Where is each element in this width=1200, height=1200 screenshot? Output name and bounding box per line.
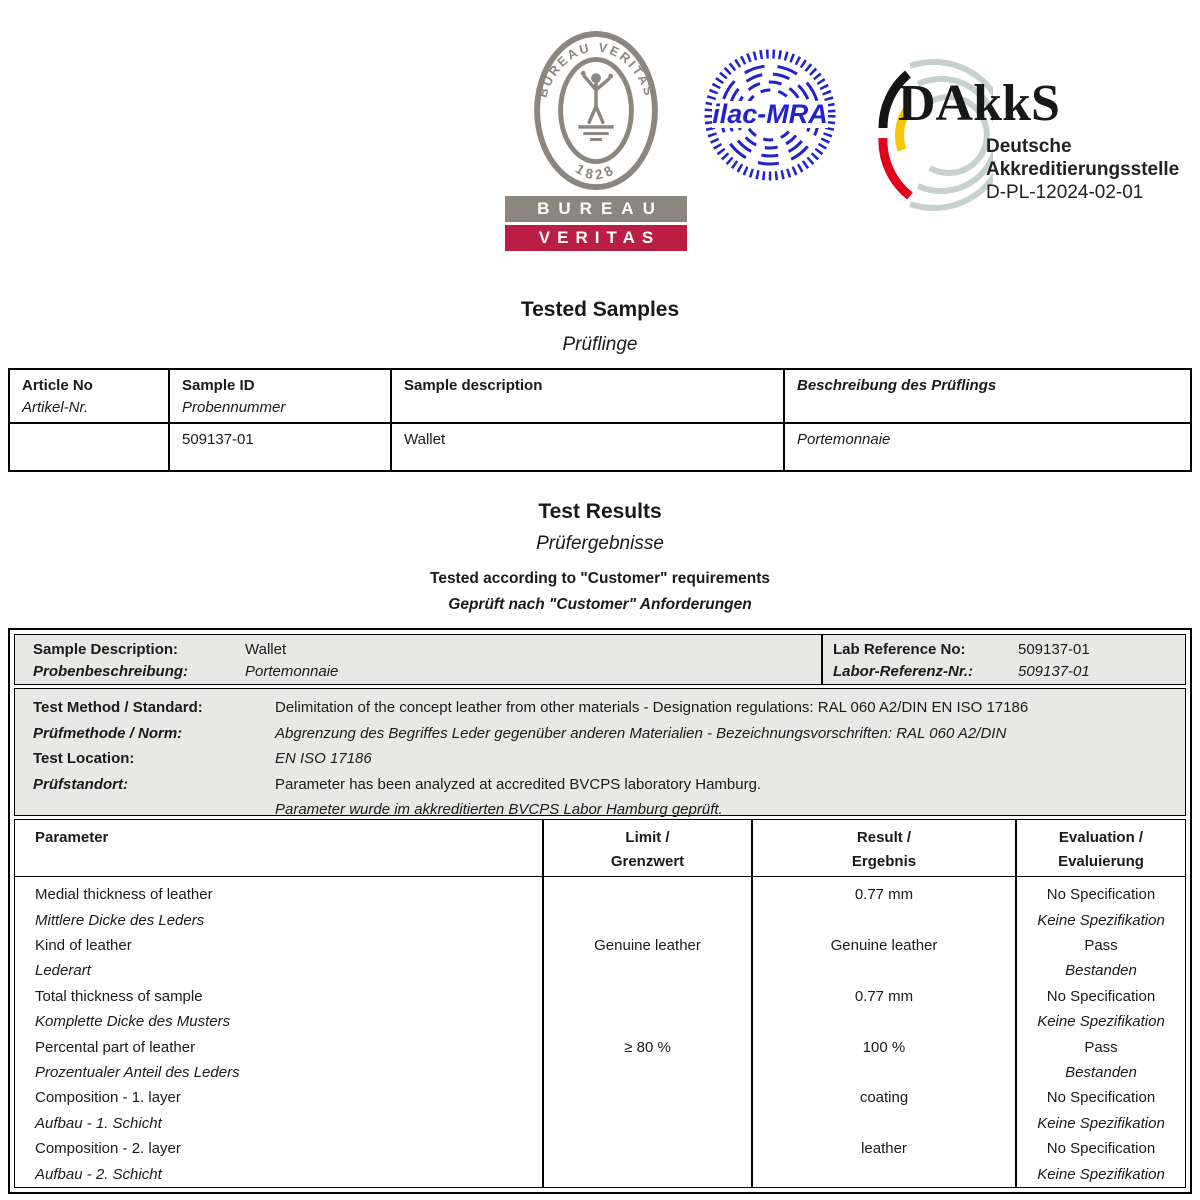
tested-samples-data-row — [10, 422, 1190, 470]
param-en-1: Kind of leather — [35, 937, 132, 955]
dakks-line2: Akkreditierungsstelle — [986, 159, 1180, 180]
ilac-mra-seal-icon — [703, 48, 837, 182]
test-method-value-en: Delimitation of the concept leather from other materials - Designation regulations: RAL 060 A2/DIN EN ISO 17186 — [275, 699, 1029, 717]
evaluation-de-1: Bestanden — [1065, 962, 1137, 980]
param-de-1: Lederart — [35, 962, 91, 980]
limit-spacer-3 — [544, 1060, 751, 1085]
col-sample-id-de: Probennummer — [182, 399, 286, 416]
evaluation-en-5: No Specification — [1046, 1140, 1156, 1158]
sample-description-label-en: Sample Description: — [33, 641, 179, 658]
tested-samples-title: Tested Samples — [520, 298, 680, 321]
col-article-no-en: Article No — [22, 377, 93, 394]
header-limit-de: Grenzwert — [610, 853, 685, 871]
evaluation-en-2: No Specification — [1046, 987, 1156, 1005]
result-spacer-4 — [753, 1111, 1015, 1136]
limit-spacer-4 — [544, 1111, 751, 1136]
test-method-section — [14, 688, 1186, 819]
param-en-3: Percental part of leather — [35, 1038, 196, 1056]
veritas-bar: VERITAS — [505, 225, 687, 251]
result-value-3: 100 % — [862, 1038, 906, 1056]
dakks-line1: Deutsche — [986, 136, 1072, 157]
limit-column-lines — [542, 877, 751, 1187]
evaluation-en-4: No Specification — [1046, 1089, 1156, 1107]
lab-reference-label-en: Lab Reference No: — [833, 641, 966, 658]
header-result-en: Result / — [856, 829, 912, 847]
lab-reference-block — [821, 635, 1185, 684]
lab-reference-label-de: Labor-Referenz-Nr.: — [833, 663, 974, 680]
test-location-label-en: Test Location: — [33, 750, 135, 768]
bureau-bar: BUREAU — [505, 196, 687, 222]
sample-info-section — [14, 634, 1186, 685]
evaluation-de-0: Keine Spezifikation — [1037, 911, 1165, 929]
result-spacer-1 — [753, 958, 1015, 983]
result-value-4: coating — [859, 1089, 909, 1107]
limit-spacer-1 — [544, 958, 751, 983]
limit-value-5 — [544, 1136, 751, 1161]
result-column-lines — [751, 877, 1015, 1187]
limit-value-0 — [544, 882, 751, 907]
test-location-value-de: Parameter wurde im akkreditierten BVCPS Labor Hamburg geprüft. — [275, 801, 723, 819]
test-results-subtitle: Prüfergebnisse — [536, 533, 664, 554]
test-method-label-de: Prüfmethode / Norm: — [33, 724, 183, 742]
tested-samples-table — [8, 368, 1192, 472]
test-results-box — [8, 628, 1192, 1194]
limit-value-1: Genuine leather — [594, 937, 701, 955]
parameter-table-body — [15, 877, 1185, 1187]
col-sample-id-en: Sample ID — [182, 377, 255, 394]
result-value-5: leather — [861, 1140, 907, 1158]
tested-samples-subtitle: Prüflinge — [562, 334, 638, 355]
test-method-value-de-2: EN ISO 17186 — [275, 750, 372, 768]
evaluation-en-3: Pass — [1084, 1038, 1118, 1056]
evaluation-de-2: Keine Spezifikation — [1037, 1013, 1165, 1031]
param-de-2: Komplette Dicke des Musters — [35, 1013, 231, 1031]
param-de-0: Mittlere Dicke des Leders — [35, 911, 205, 929]
param-de-4: Aufbau - 1. Schicht — [35, 1114, 162, 1132]
bureau-veritas-oval-emblem-icon — [533, 30, 659, 192]
result-value-0: 0.77 mm — [854, 886, 914, 904]
col-beschreibung-de: Beschreibung des Prüflings — [797, 377, 997, 394]
bureau-veritas-year: 1828 — [572, 161, 620, 183]
test-location-label-de: Prüfstandort: — [33, 775, 128, 793]
col-sample-id — [168, 370, 390, 422]
result-spacer-5 — [753, 1162, 1015, 1187]
cell-article-no — [10, 424, 168, 470]
cell-description-de: Portemonnaie — [783, 424, 1190, 470]
dakks-logo — [858, 40, 1188, 220]
test-method-value-de-1: Abgrenzung des Begriffes Leder gegenüber anderen Materialien - Bezeichnungsvorschriften: RAL 060 A2/DIN — [275, 724, 1007, 742]
col-sample-description — [390, 370, 783, 422]
evaluation-en-0: No Specification — [1046, 886, 1156, 904]
parameter-table — [14, 819, 1186, 1188]
result-spacer-0 — [753, 908, 1015, 933]
cell-sample-id: 509137-01 — [168, 424, 390, 470]
lab-reference-value-de: 509137-01 — [1018, 663, 1090, 680]
test-results-title: Test Results — [538, 500, 662, 523]
method-labels — [33, 695, 275, 823]
param-column-lines — [15, 877, 542, 1187]
header-evaluation-de: Evaluierung — [1058, 853, 1144, 871]
evaluation-de-3: Bestanden — [1065, 1064, 1137, 1082]
bureau-veritas-figure-icon — [578, 71, 613, 141]
param-en-0: Medial thickness of leather — [35, 886, 213, 904]
svg-text:1828 — [573, 161, 619, 182]
param-en-2: Total thickness of sample — [35, 987, 203, 1005]
sample-description-value-de: Portemonnaie — [245, 663, 339, 680]
param-de-5: Aufbau - 2. Schicht — [35, 1165, 162, 1183]
test-results-note-en: Tested according to "Customer" requirements — [430, 570, 770, 587]
parameter-table-header — [15, 820, 1185, 877]
evaluation-en-1: Pass — [1084, 937, 1118, 955]
sample-description-value-en: Wallet — [245, 641, 287, 658]
header-evaluation-en: Evaluation / — [1058, 829, 1144, 847]
col-beschreibung — [783, 370, 1190, 422]
tested-samples-header-row — [10, 370, 1190, 422]
ilac-mra-label: ilac-MRA — [712, 99, 828, 129]
result-spacer-3 — [753, 1060, 1015, 1085]
result-value-2: 0.77 mm — [854, 987, 914, 1005]
param-de-3: Prozentualer Anteil des Leders — [35, 1064, 240, 1082]
limit-value-2 — [544, 984, 751, 1009]
test-method-label-en: Test Method / Standard: — [33, 699, 203, 717]
param-en-5: Composition - 2. layer — [35, 1140, 181, 1158]
test-location-value-en: Parameter has been analyzed at accredited BVCPS laboratory Hamburg. — [275, 775, 762, 793]
col-sample-description-en: Sample description — [404, 377, 543, 394]
eval-column-lines — [1015, 877, 1185, 1187]
test-results-note-de: Geprüft nach "Customer" Anforderungen — [448, 596, 752, 613]
col-article-no-de: Artikel-Nr. — [22, 399, 89, 416]
logo-row — [0, 0, 1200, 280]
method-values — [275, 695, 1185, 823]
header-parameter: Parameter — [35, 829, 109, 847]
bureau-veritas-logo — [505, 30, 687, 251]
limit-spacer-0 — [544, 908, 751, 933]
bureau-veritas-oval-text: BUREAU VERITAS — [534, 39, 658, 100]
limit-value-3: ≥ 80 % — [624, 1038, 671, 1056]
dakks-wordmark: DAkkS — [898, 75, 1060, 132]
result-value-1: Genuine leather — [830, 937, 938, 955]
col-article-no — [10, 370, 168, 422]
result-spacer-2 — [753, 1009, 1015, 1034]
limit-value-4 — [544, 1085, 751, 1110]
dakks-accreditation-number: D-PL-12024-02-01 — [986, 182, 1144, 203]
cell-description-en: Wallet — [390, 424, 783, 470]
evaluation-de-4: Keine Spezifikation — [1037, 1114, 1165, 1132]
param-en-4: Composition - 1. layer — [35, 1089, 181, 1107]
header-result-de: Ergebnis — [851, 853, 917, 871]
sample-description-label-de: Probenbeschreibung: — [33, 663, 189, 680]
dakks-subtext — [986, 135, 1179, 204]
header-limit-en: Limit / — [625, 829, 670, 847]
lab-reference-value-en: 509137-01 — [1018, 641, 1090, 658]
limit-spacer-2 — [544, 1009, 751, 1034]
sample-description-block — [15, 635, 821, 684]
limit-spacer-5 — [544, 1162, 751, 1187]
evaluation-de-5: Keine Spezifikation — [1037, 1165, 1165, 1183]
